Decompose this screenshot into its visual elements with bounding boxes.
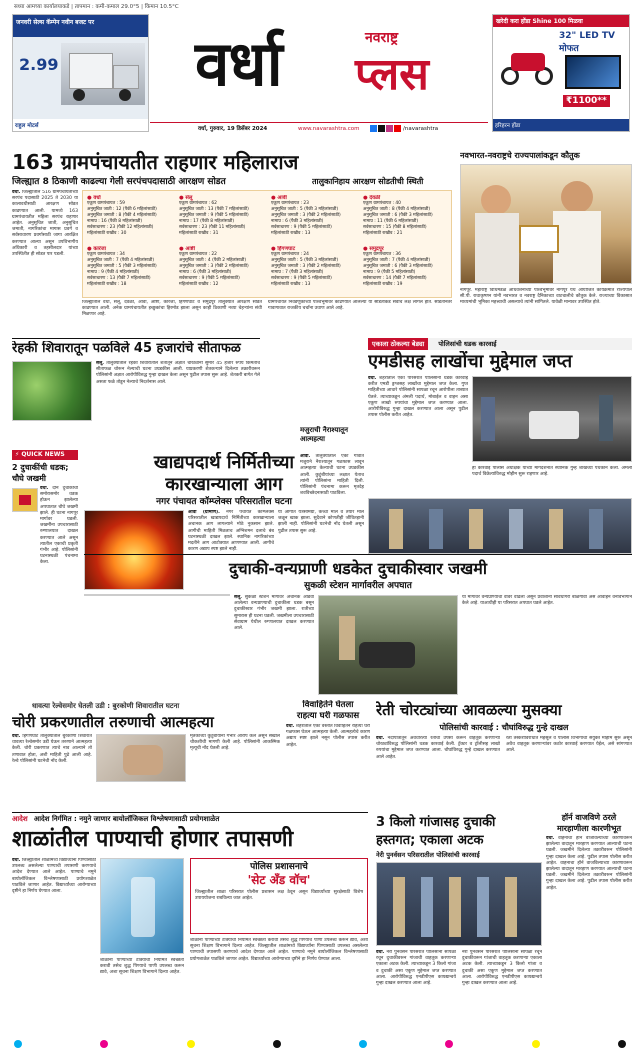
truck-image: [61, 43, 145, 105]
kicker-bar: [368, 338, 632, 350]
body-text: हिंगणघाट तालुक्यातील बुरकोणी शिवारात धावत्या रेल्वेसमोर उडी घेऊन तरुणाने आत्महत्या केली. चोरी प्रकरणात त्याचे नाव आल्याने तो तणावात होता, अशी माहिती पुढे आली आहे. रेल्वे पोलिसांनी घटनेची नोंद केली.: [12, 734, 92, 764]
reservation-line: नामाप्र : 9 (पैकी 5 महिलांसाठी): [363, 270, 416, 275]
body-ganja-2: नेरी पुनर्वसन परिसरात पोलिसांनी सापळा रचून दुचाकीवरून गांजाची वाहतूक करणाऱ्या एकाला अटक केली. त्याच्याकडून 3 किलो गांजा व दुचाकी असा एकूण मुद्देमाल जप्त करण्यात आला. आरोपीविरुद्ध एनडीपीएस कायद्यान्वये गुन्हा दाखल करण्यात आला आहे.: [462, 950, 542, 987]
subhead-fire: नगर पंचायत कॉम्प्लेक्स परिसरातील घटना: [156, 497, 292, 507]
right-ad-tv: 32" LED TV मोफत: [559, 31, 615, 54]
body-text: नगर पंचायत कॉम्प्लेक्स परिसरातील खाद्यपदार्थ निर्मितीच्या कारखान्याला अचानक आग लागल्याने मोठे नुकसान झाले. आगीची माहिती मिळताच अग्निशमन दलाचे बंब घटनास्थळी दाखल झाले. स्थानिक नागरिकांच्या मदतीने आग आटोक्यात आणण्यात आली. आगीचे कारण अद्याप स्पष्ट झाले नाही.: [188, 510, 274, 553]
reservation-block: [179, 246, 265, 295]
reservation-line: एकूण ग्रामपंचायत : 40: [363, 201, 401, 206]
reservation-block: [271, 246, 357, 295]
reservation-line: महिलांसाठी राखीव : 31: [179, 231, 219, 236]
body-text: शाळांनी पाण्याच्या टाक्यांची नियमित स्वच्छता करावी तसेच शुद्ध पिण्याचे पाणी उपलब्ध करून द्यावे, अशा सूचना शिक्षण विभागाने दिल्या आहेत.: [190, 938, 368, 950]
reservation-line: अनुसूचित जमाती : 9 (पैकी 5 महिलांसाठी): [179, 213, 249, 218]
left-ad-footer: राहुल मोटर्स: [13, 119, 148, 131]
weather-strip: सध्या आमच्या कार्यालयाकडे | तापमान : कमी-कमाल 29.0°5 | किमान 10.5°C: [14, 4, 179, 10]
reservation-block-title: ● आष्टी: [179, 246, 196, 252]
headline-mahilaraj: 163 ग्रामपंचायतीत राहणार महिलाराज: [12, 150, 299, 174]
story-suicide1: [300, 426, 364, 536]
accident-photo: [318, 595, 458, 695]
police-box-title-2: 'सेट अँड वॉच': [247, 873, 311, 887]
body-text: जिल्ह्यातील 516 ग्रामपंचायतीच्या सरपंच पदासाठी 2025 ते 2030 या कालावधीसाठी आरक्षण सोडत काढण्यात आली. यामध्ये 163 ग्रामपंचायतीत महिला सरपंच राहणार आहेत. अनुसूचित जाती, अनुसूचित जमाती, नागरिकांचा मागास प्रवर्ग व सर्वसाधारण प्रवर्गासाठी जागा आरक्षित करण्यात आल्या असून उपविभागीय अधिकारी व तहसीलदार यांच्या उपस्थितीत ही सोडत पार पडली.: [12, 190, 78, 258]
reservation-line: एकूण ग्रामपंचायत : 59: [87, 201, 125, 206]
reservation-block-title: ● हिंगणघाट: [271, 246, 296, 252]
body-sand-2: रेती तस्करीविरोधात महसूल व पोलीस विभागाची संयुक्त मोहीम सुरू असून अवैध वाहतूक करणाऱ्यांवर कठोर कारवाई करण्यात येईल, असे सांगण्यात आले.: [506, 736, 632, 754]
sitafal-photo: [12, 361, 92, 421]
headline-md: एमडीसह लाखोंचा मुद्देमाल जप्त: [368, 351, 573, 372]
dateline: वर्धा.: [40, 486, 49, 491]
body-mahilaraj: [12, 190, 78, 310]
facebook-icon[interactable]: [370, 125, 377, 132]
reservation-table: [82, 190, 452, 298]
md-group-photo: [368, 498, 632, 554]
quick-news-label-text: QUICK NEWS: [21, 451, 65, 458]
reservation-line: अनुसूचित जाती : 7 (पैकी 4 महिलांसाठी): [87, 258, 155, 263]
body-text: नदीपात्रातून अवैधरित्या रेतीचा उपसा करून वाहतूक करणाऱ्या चोरट्यांविरुद्ध पोलिसांनी धडक कारवाई केली. ट्रॅक्टर व ट्रॉलीसह लाखो रुपयांचा मुद्देमाल जप्त करण्यात आला. चौघांविरुद्ध गुन्हे दाखल करण्यात आले आहेत.: [376, 736, 500, 760]
body-lab: [12, 858, 96, 1044]
reservation-line: अनुसूचित जमाती : 8 (पैकी 4 महिलांसाठी): [87, 213, 157, 218]
headline-quick: 2 दुचाकींची धडक; चौघे जखमी: [12, 463, 69, 483]
reservation-line: एकूण ग्रामपंचायत : 23: [271, 201, 309, 206]
youtube-icon[interactable]: [394, 125, 401, 132]
body-theft-2: मृतकाच्या कुटुंबीयांनी गंभीर आरोप केले असून सखोल चौकशीची मागणी केली आहे. पोलिसांनी आकस्मिक मृत्यूची नोंद घेतली आहे.: [190, 734, 280, 752]
reservation-line: अनुसूचित जाती : 8 (पैकी 4 महिलांसाठी): [363, 207, 431, 212]
body-text: तालुक्यातील एका गावात मजुराने नैराश्यातून गळफास लावून आत्महत्या केल्याची घटना उघडकीस आली. कुटुंबीयांच्या लक्षात येताच त्यांनी पोलिसांना माहिती दिली. पोलिसांनी पंचनामा करून मृतदेह शवविच्छेदनासाठी पाठविला.: [300, 454, 364, 497]
body-mahilaraj-2: जिल्ह्यातील वर्धा, सेलू, देवळी, आर्वी, आष्टी, कारंजा, हिंगणघाट व समुद्रपूर तालुक्यात आरक्षण सोडत काढण्यात आली. अनेक ग्रामपंचायतीत इच्छुकांचा हिरमोड झाला असून काही ठिकाणी नव्या चेहऱ्यांना संधी मिळणार आहे.: [82, 300, 262, 318]
headline-widow: विवाहितेने घेतला: [302, 700, 354, 710]
headline-ganja: 3 किलो गांजासह दुचाकी: [376, 815, 496, 830]
story-md: [368, 338, 632, 498]
x-icon[interactable]: [378, 125, 385, 132]
headline-horn-2: मारहाणीला कारणीभूत: [556, 824, 622, 833]
kicker-lab-bar: [12, 812, 368, 824]
reservation-line: सर्वसाधारण : 9 (पैकी 5 महिलांसाठी): [179, 276, 240, 281]
right-ad[interactable]: [492, 14, 630, 132]
reservation-line: अनुसूचित जमाती : 6 (पैकी 3 महिलांसाठी): [363, 264, 433, 269]
body-widow: [286, 724, 370, 808]
tv-image: [565, 55, 621, 89]
reservation-line: नामाप्र : 9 (पैकी 4 महिलांसाठी): [87, 270, 140, 275]
kicker-theft: धावत्या रेल्वेसमोर घेतली उडी : बुरकोणी शिवारातील घटना: [32, 702, 180, 710]
reservation-line: एकूण ग्रामपंचायत : 36: [363, 252, 401, 257]
dateline: वर्धा.: [12, 734, 21, 739]
reservation-line: एकूण ग्रामपंचायत : 34: [87, 252, 125, 257]
title-plus: प्लस: [355, 49, 429, 100]
title-small: नवराष्ट्र: [365, 30, 399, 46]
reservation-line: अनुसूचित जमाती : 6 (पैकी 3 महिलांसाठी): [363, 213, 433, 218]
headline-widow-2: राहत्या घरी गळफास: [296, 711, 360, 721]
body-text: दोन दुचाकींची समोरासमोर धडक होऊन झालेल्या अपघातात चौघे जखमी झाले. ही घटना नागपूर मार्गावर घडली. जखमींना उपचारासाठी रुग्णालयात दाखल करण्यात आले असून त्यातील एकाची प्रकृती गंभीर आहे. पोलिसांनी घटनास्थळी पंचनामा केला.: [40, 486, 78, 566]
reservation-line: नामाप्र : 6 (पैकी 3 महिलांसाठी): [179, 270, 232, 275]
dateline: सेलू.: [96, 361, 104, 366]
reservation-line: अनुसूचित जाती : 12 (पैकी 6 महिलांसाठी): [87, 207, 157, 212]
title-big: वर्धा: [195, 27, 282, 100]
right-ad-footer: हरिहरन होंडा: [493, 119, 629, 131]
reservation-line: एकूण ग्रामपंचायत : 62: [179, 201, 217, 206]
reservation-line: नामाप्र : 17 (पैकी 8 महिलांसाठी): [179, 219, 235, 224]
reservation-line: नामाप्र : 16 (पैकी 8 महिलांसाठी): [87, 219, 143, 224]
theft-photo: [96, 734, 186, 782]
body-text-2: जिल्ह्यातील शाळांमध्ये विद्यार्थ्यांना पिण्यासाठी उपलब्ध असलेल्या पाण्याची तपासणी करण्याचे आदेश देण्यात आले आहेत. पाण्याचे नमुने बायोलॉजिकल विश्लेषणासाठी प्रयोगशाळेत पाठविले जाणार आहेत. विद्यार्थ्यांच्या आरोग्याच्या दृष्टीने हा निर्णय घेण्यात आला.: [190, 944, 368, 962]
reservation-line: सर्वसाधारण : 15 (पैकी 8 महिलांसाठी): [363, 225, 427, 230]
story-sitafal: [12, 338, 260, 448]
headline-suicide1: मजुराची नैराश्यातून आत्महत्या: [300, 426, 349, 443]
kicker-lab-text: आदेश निर्गमित : नमुने जाणार बायोलॉजिकल विश्लेषणासाठी प्रयोगशाळेत: [33, 815, 220, 823]
right-ad-price: ₹1100**: [563, 95, 610, 107]
body-suicide1: [300, 454, 364, 532]
body-md: [368, 376, 468, 496]
kicker-md-2: पोलिसांची धडक कारवाई: [438, 340, 497, 348]
reservation-line: महिलांसाठी राखीव : 30: [87, 231, 127, 236]
reservation-line: अनुसूचित जाती : 5 (पैकी 3 महिलांसाठी): [271, 207, 339, 212]
body-text: नेरी पुनर्वसन परिसरात पोलिसांनी सापळा रचून दुचाकीवरून गांजाची वाहतूक करणाऱ्या एकाला अटक केली. त्याच्याकडून 3 किलो गांजा व दुचाकी असा एकूण मुद्देमाल जप्त करण्यात आला. आरोपीविरुद्ध एनडीपीएस कायद्यान्वये गुन्हा दाखल करण्यात आला आहे.: [376, 950, 456, 987]
body-lab-3: [190, 938, 368, 1044]
reservation-line: महिलांसाठी राखीव : 21: [363, 231, 403, 236]
subhead-mahilaraj: जिल्ह्यात 8 ठिकाणी काढल्या गेली सरपंचपदासाठी आरक्षण सोडत: [12, 177, 226, 187]
reservation-line: महिलांसाठी राखीव : 18: [87, 282, 127, 287]
dateline: आर्वी (ग्रामीण).: [188, 510, 220, 515]
reservation-line: महिलांसाठी राखीव : 12: [179, 282, 219, 287]
reservation-line: एकूण ग्रामपंचायत : 24: [271, 252, 309, 257]
reservation-line: अनुसूचित जमाती : 3 (पैकी 2 महिलांसाठी): [271, 264, 341, 269]
date-bar: [150, 122, 488, 134]
reservation-block-title: ● कारंजा: [87, 246, 106, 252]
headline-fire-2: कारखान्याला आग: [165, 474, 283, 495]
left-ad-text: जनवरी सेल्स कॅम्पेन नवीन बजट पर: [13, 15, 148, 37]
body-text: वाहनाचा हॉर्न वाजविल्याच्या कारणावरून झालेल्या वादातून मारहाण करण्यात आल्याची घटना घडली. जखमीने दिलेल्या तक्रारीवरून पोलिसांनी गुन्हा दाखल केला आहे. पुढील तपास पोलीस करीत आहेत.: [546, 836, 632, 866]
body-accident: [234, 595, 314, 703]
reservation-line: अनुसूचित जमाती : 3 (पैकी 2 महिलांसाठी): [179, 264, 249, 269]
headline-sand: रेती चोरट्यांच्या आवळल्या मुसक्या: [376, 701, 562, 719]
story-mahilaraj: [12, 150, 452, 338]
award-photo: [460, 164, 632, 284]
masthead: [0, 0, 640, 150]
accident-vehicle-photo: [84, 594, 230, 596]
bolt-icon: ⚡: [15, 451, 20, 458]
dateline: वर्धा.: [376, 950, 385, 955]
body-md-2: ही कारवाई पोलीस अधीक्षक यांच्या मार्गदर्शनात स्थानिक गुन्हे शाखेच्या पथकाने केली. अंमली पदार्थ विक्रेत्यांविरुद्ध मोहीम सुरू राहणार आहे.: [472, 466, 632, 478]
md-photo: [472, 376, 632, 462]
headline-horn: हॉर्न वाजविणे ठरले: [561, 813, 617, 822]
reservation-line: अनुसूचित जमाती : 3 (पैकी 2 महिलांसाठी): [271, 213, 341, 218]
reservation-line: अनुसूचित जाती : 7 (पैकी 4 महिलांसाठी): [363, 258, 431, 263]
body-sitafal: [96, 361, 260, 449]
reservation-grid: [87, 195, 449, 295]
body-sand: [376, 736, 500, 810]
body-lab-2: शाळांनी पाण्याच्या टाक्यांची नियमित स्वच्छता करावी तसेच शुद्ध पिण्याचे पाणी उपलब्ध करून द्यावे, अशा सूचना शिक्षण विभागाने दिल्या आहेत.: [100, 958, 184, 976]
subhead-accident: सुकळी स्टेशन मार्गावरील अपघात: [304, 581, 412, 591]
reservation-block: [87, 195, 173, 244]
reservation-line: अनुसूचित जाती : 5 (पैकी 3 महिलांसाठी): [271, 258, 339, 263]
headline-fire: खाद्यपदार्थ निर्मितीच्या: [153, 452, 295, 473]
reservation-line: महिलांसाठी राखीव : 13: [271, 231, 311, 236]
body-text: जिल्ह्यातील शाळांमध्ये विद्यार्थ्यांना पिण्यासाठी उपलब्ध असलेल्या पाण्याची तपासणी करण्याचे आदेश देण्यात आले आहेत. पाण्याचे नमुने बायोलॉजिकल विश्लेषणासाठी प्रयोगशाळेत पाठविले जाणार आहेत. विद्यार्थ्यांच्या आरोग्याच्या दृष्टीने हा निर्णय घेण्यात आला.: [12, 858, 96, 895]
story-theft: [12, 700, 280, 810]
left-ad[interactable]: [12, 14, 149, 132]
instagram-icon[interactable]: [386, 125, 393, 132]
reservation-block: [363, 246, 449, 295]
headline-ganja-2: हस्तगत; एकाला अटक: [376, 833, 484, 848]
body-text: शहरातील एका परिसरात पोलिसांनी धडक कारवाई करीत एमडी ड्रग्जसह लाखोंचा मुद्देमाल जप्त केला. गुप्त माहितीच्या आधारे पोलिसांनी सापळा रचून आरोपीला ताब्यात घेतले. त्याच्याकडून अंमली पदार्थ, मोबाईल व वाहन असा एकूण लाखो रुपयांचा मुद्देमाल जप्त करण्यात आला. आरोपीविरुद्ध गुन्हा दाखल करण्यात आला असून पुढील तपास पोलीस करीत आहेत.: [368, 376, 468, 419]
reservation-block-title: ● सेलू: [179, 195, 193, 201]
dateline: वर्धा.: [12, 190, 21, 195]
reservation-line: अनुसूचित जमाती : 5 (पैकी 3 महिलांसाठी): [87, 264, 157, 269]
issue-date: वर्धा, गुरुवार, 19 डिसेंबर 2024: [198, 126, 268, 132]
reservation-line: नामाप्र : 7 (पैकी 3 महिलांसाठी): [271, 270, 324, 275]
website-link[interactable]: www.navarashtra.com: [298, 126, 360, 132]
reservation-line: महिलांसाठी राखीव : 19: [363, 282, 403, 287]
dateline: सेलू.: [234, 595, 242, 600]
ganja-photo: [376, 862, 542, 946]
reservation-line: सर्वसाधारण : 23 (पैकी 12 महिलांसाठी): [87, 225, 154, 230]
reservation-line: एकूण ग्रामपंचायत : 22: [179, 252, 217, 257]
body-mahilaraj-3: ग्रामपंचायत निवडणुकीच्या पार्श्वभूमीवर काढण्यात आलेल्या या सोडतीकडे सर्वांचे लक्ष लागले होते. सोडतीनंतर गावागावात राजकीय चर्चांना उधाण आले आहे.: [268, 300, 452, 312]
story-horn: [546, 812, 632, 1044]
reservation-line: सर्वसाधारण : 9 (पैकी 5 महिलांसाठी): [271, 225, 332, 230]
water-photo: [100, 858, 184, 954]
left-ad-price: 2.99: [19, 55, 59, 74]
body-theft: [12, 734, 92, 810]
reservation-block: [271, 195, 357, 244]
social-handle: /navarashtra: [403, 126, 439, 132]
social-icons[interactable]: [370, 123, 438, 135]
subhead-sand: पोलिसांची कारवाई : चौघांविरुद्ध गुन्हे दाखल: [439, 723, 569, 732]
story-lab: [12, 812, 368, 1044]
headline-accident: दुचाकी-वन्यप्राणी धडकेत दुचाकीस्वार जखमी: [229, 559, 487, 578]
dateline: वर्धा.: [376, 736, 385, 741]
headline-award: नवभारत-नवराष्ट्रचे राज्यपालांकडून कौतुक: [460, 151, 580, 160]
body-accident-2: या मार्गावर वन्यप्राण्यांचा वावर वाढला असून प्रवाशांनी सावधगिरी बाळगावी असे आवाहन वनविभागाने केले आहे. याआधीही या परिसरात अपघात घडले आहेत.: [462, 595, 632, 607]
body-horn: [546, 836, 632, 1042]
dateline: वर्धा.: [286, 724, 295, 729]
dateline: आर्वी.: [300, 454, 311, 459]
story-ganja: [376, 812, 542, 1044]
right-ad-head: खरेदी करा होंडा Shine 100 मिळवा: [493, 15, 629, 27]
reservation-line: सर्वसाधारण : 13 (पैकी 7 महिलांसाठी): [87, 276, 151, 281]
dateline: वर्धा.: [546, 836, 555, 841]
reservation-block-title: ● देवळी: [363, 195, 381, 201]
subhead-ganja: नेरी पुनर्वसन परिसरातील पोलिसांची कारवाई: [376, 851, 480, 859]
story-widow: [286, 700, 370, 810]
body-award: नागपूर. महाराष्ट्र विधिमंडळ अधिवेशनाच्या पार्श्वभूमीवर नागपूर येथे आयोजित कार्यक्रमात राज्यपाल सी.पी. राधाकृष्णन यांनी नवभारत व नवराष्ट्र दैनिकाच्या वाटचालीचे कौतुक केले. राज्याच्या विकासात माध्यमांची भूमिका महत्त्वाची असल्याचे त्यांनी सांगितले. यावेळी मान्यवर उपस्थित होते.: [460, 288, 632, 306]
reservation-block-title: ● आर्वी: [271, 195, 287, 201]
story-accident: [84, 554, 632, 704]
reservation-line: सर्वसाधारण : 14 (पैकी 7 महिलांसाठी): [363, 276, 427, 281]
reservation-line: नामाप्र : 6 (पैकी 3 महिलांसाठी): [271, 219, 324, 224]
reservation-block: [87, 246, 173, 295]
kicker-md: एकाला ठोकल्या बेड्या: [368, 338, 428, 350]
reservation-line: अनुसूचित जाती : 4 (पैकी 2 महिलांसाठी): [179, 258, 247, 263]
reservation-line: नामाप्र : 11 (पैकी 6 महिलांसाठी): [363, 219, 419, 224]
dateline: वर्धा.: [12, 858, 21, 863]
color-registration-marks: [14, 1040, 626, 1048]
police-box-title: पोलिस प्रशासनाचे: [250, 862, 308, 872]
quick-news: [12, 450, 78, 610]
table-title: तालुकानिहाय आरक्षण सोडतीची स्थिती: [312, 177, 424, 186]
body-fire-2: या आगीत यंत्रसामग्री, कच्चा माल व तयार माल जळून खाक झाला. सुदैवाने कोणतीही जीवितहानी झाली नाही. पोलिसांनी घटनेची नोंद घेतली असून पुढील तपास सुरू आहे.: [278, 510, 364, 534]
body-text: सुकळी स्टेशन मार्गावर अचानक आडवा आलेल्या वन्यप्राण्याची दुचाकीला धडक बसून दुचाकीस्वार गंभीर जखमी झाला. रात्रीच्या सुमारास ही घटना घडली. जखमीला उपचारासाठी सेवाग्राम येथील रुग्णालयात दाखल करण्यात आले.: [234, 595, 314, 632]
reservation-block: [363, 195, 449, 244]
quick-news-label: [12, 450, 78, 460]
reservation-block: [179, 195, 265, 244]
body-text: शहरातील एका वस्तीत विवाहितेने राहत्या घरी गळफास घेऊन आत्महत्या केली. आत्महत्येचे कारण अद्याप स्पष्ट झाले नसून पोलीस तपास करीत आहेत.: [286, 724, 370, 748]
body-text-2: वाहनाचा हॉर्न वाजविल्याच्या कारणावरून झालेल्या वादातून मारहाण करण्यात आल्याची घटना घडली. जखमीने दिलेल्या तक्रारीवरून पोलिसांनी गुन्हा दाखल केला आहे. पुढील तपास पोलीस करीत आहेत.: [546, 860, 632, 891]
reservation-block-title: ● वर्धा: [87, 195, 101, 201]
reservation-line: सर्वसाधारण : 9 (पैकी 5 महिलांसाठी): [271, 276, 332, 281]
kicker-lab: आदेश: [12, 815, 28, 823]
quick-photo: [12, 488, 38, 512]
story-award: [460, 150, 632, 338]
story-sand: [376, 700, 632, 810]
reservation-line: सर्वसाधारण : 23 (पैकी 11 महिलांसाठी): [179, 225, 246, 230]
headline-theft: चोरी प्रकरणातील तरुणाची आत्महत्या: [12, 713, 214, 731]
body-quick: [40, 486, 78, 606]
dateline: वर्धा.: [368, 376, 377, 381]
body-ganja: [376, 950, 456, 1044]
reservation-line: महिलांसाठी राखीव : 13: [271, 282, 311, 287]
headline-sitafal: रेहकी शिवारातून पळविले 45 हजारांचे सीताफळ: [12, 341, 241, 356]
police-box: [190, 858, 368, 934]
reservation-line: अनुसूचित जाती : 13 (पैकी 7 महिलांसाठी): [179, 207, 249, 212]
headline-lab: शाळांतील पाण्याची होणार तपासणी: [12, 827, 294, 852]
masthead-title: [195, 26, 455, 110]
bike-image: [497, 37, 557, 89]
reservation-block-title: ● समुद्रपूर: [363, 246, 384, 252]
body-text: तालुक्यातील रेहकी शिवारातील शेतातून अज्ञात चोरट्यांनी सुमारे 45 हजार रुपये किमतीचे सीताफळ चोरून नेल्याची घटना उघडकीस आली. याप्रकरणी शेतकऱ्याने दिलेल्या तक्रारीवरून पोलिसांनी अज्ञात आरोपीविरुद्ध गुन्हा दाखल केला असून पुढील तपास सुरू आहे. शेतकरी बागेत गेले असता फळे तोडून नेल्याचे निदर्शनास आले.: [96, 361, 260, 385]
police-box-body: जिल्ह्यातील शाळा परिसरात पोलीस प्रशासन लक्ष ठेवून असून विद्यार्थ्यांच्या सुरक्षेसाठी विशेष उपाययोजना राबविल्या जात आहेत.: [195, 890, 363, 902]
